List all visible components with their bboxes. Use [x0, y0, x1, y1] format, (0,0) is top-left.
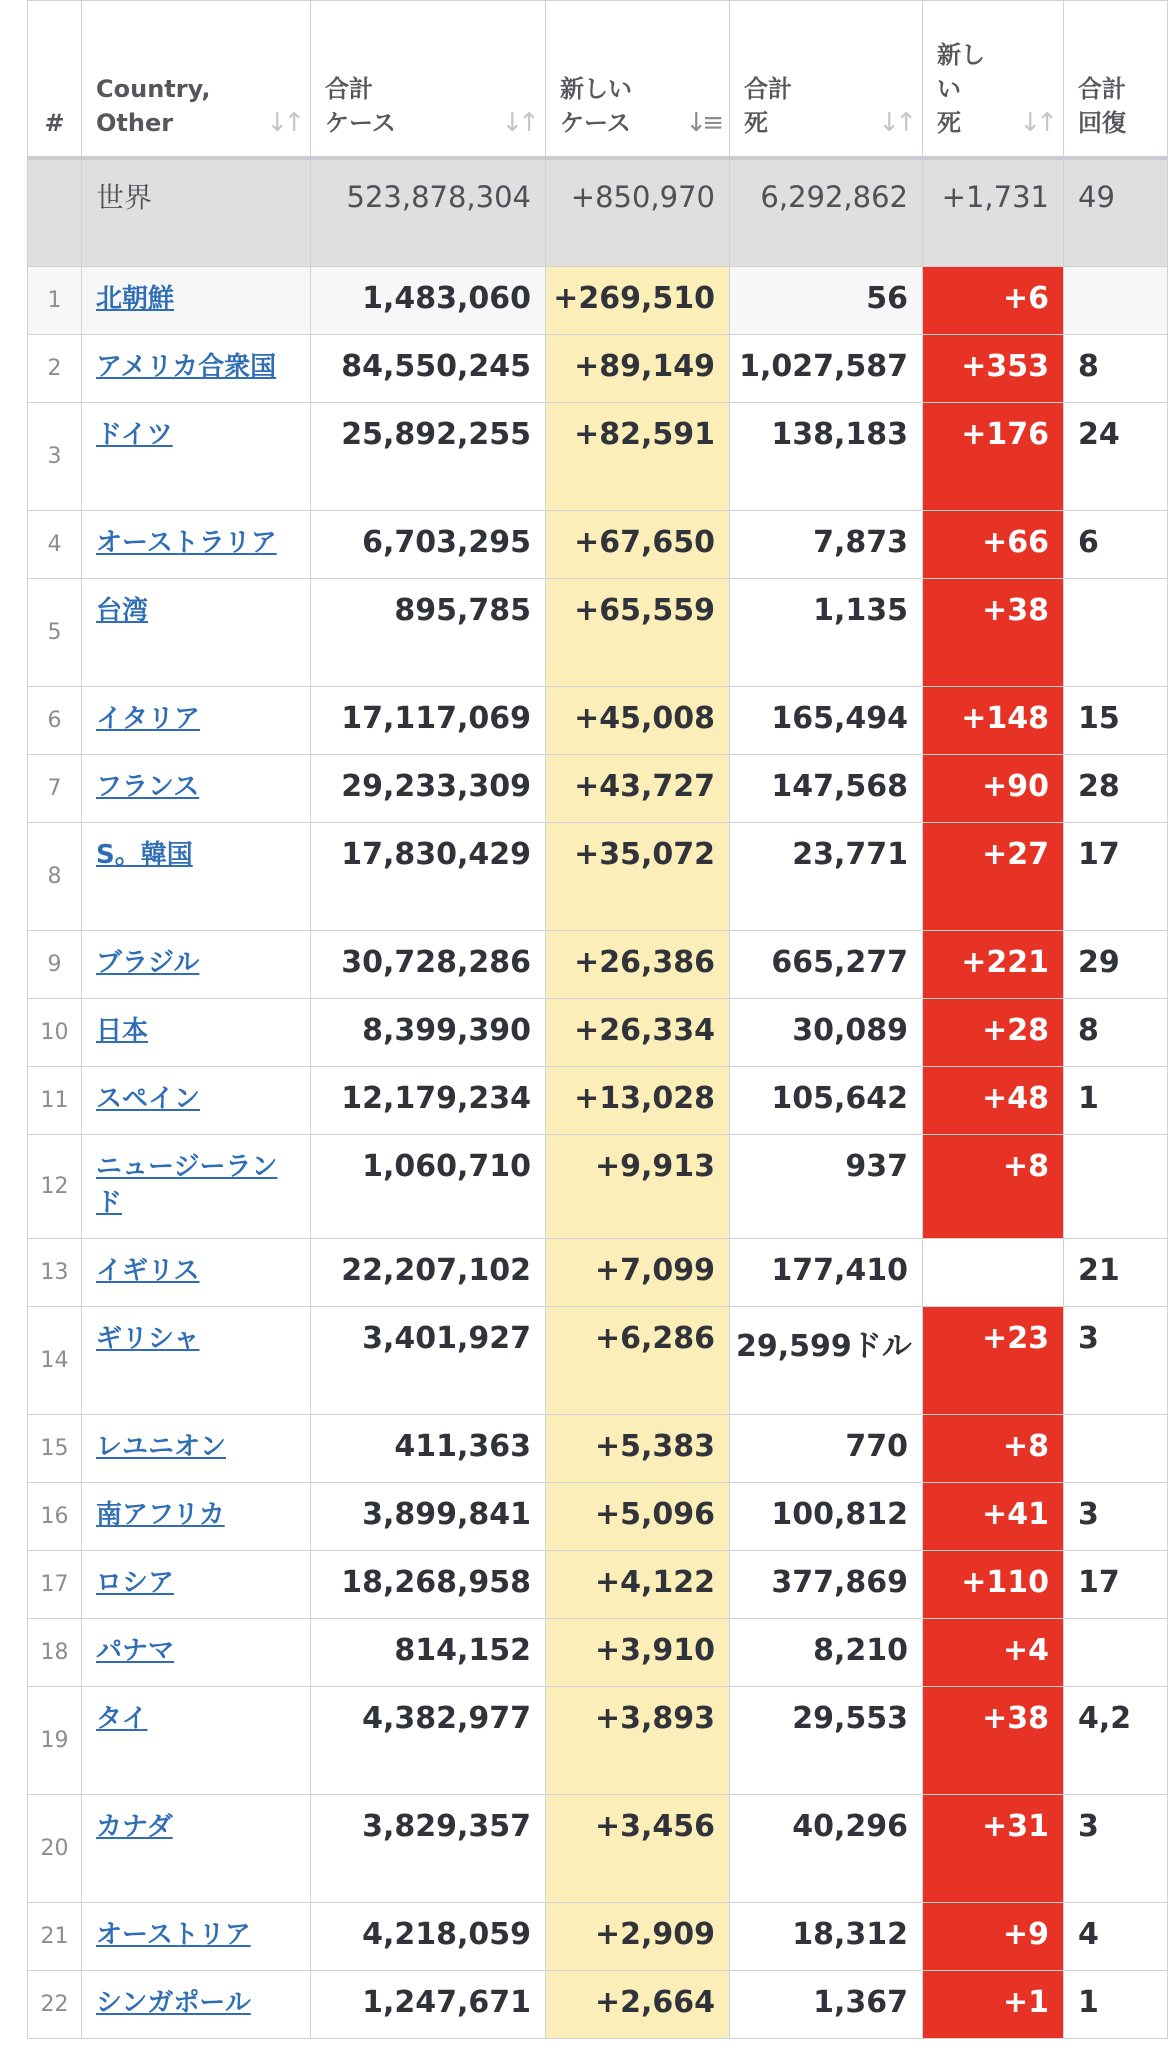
- recovered-cell: 3: [1064, 1483, 1168, 1551]
- world-row: [28, 158, 1168, 267]
- header-country[interactable]: [82, 1, 311, 158]
- new-deaths-cell: +148: [923, 687, 1064, 755]
- table-row: [28, 1619, 1168, 1687]
- table-row: [28, 267, 1168, 335]
- country-link[interactable]: イタリア: [96, 704, 201, 734]
- country-cell: [82, 999, 311, 1067]
- total-deaths-cell: 30,089: [730, 999, 923, 1067]
- new-cases-cell: +2,909: [546, 1903, 730, 1971]
- total-deaths-cell: 177,410: [730, 1239, 923, 1307]
- world-total-cases: 523,878,304: [311, 158, 546, 267]
- world-recovered: 49: [1064, 158, 1168, 267]
- total-deaths-cell: 1,135: [730, 579, 923, 687]
- recovered-cell: [1064, 267, 1168, 335]
- row-rank: 13: [28, 1239, 82, 1307]
- country-link[interactable]: 北朝鮮: [96, 284, 175, 314]
- total-deaths-cell: 105,642: [730, 1067, 923, 1135]
- row-rank: 20: [28, 1795, 82, 1903]
- table-row: [28, 1971, 1168, 2039]
- header-new-cases-label: 新しい ケース: [560, 74, 632, 137]
- country-link[interactable]: ブラジル: [96, 948, 200, 978]
- row-rank: 15: [28, 1415, 82, 1483]
- row-rank: 5: [28, 579, 82, 687]
- country-cell: [82, 1687, 311, 1795]
- country-link[interactable]: レユニオン: [96, 1432, 227, 1462]
- total-cases-cell: 1,483,060: [311, 267, 546, 335]
- new-deaths-cell: +8: [923, 1135, 1064, 1239]
- country-link[interactable]: パナマ: [96, 1636, 175, 1666]
- header-total-recovered[interactable]: [1064, 1, 1168, 158]
- country-cell: [82, 579, 311, 687]
- country-link[interactable]: S。韓国: [96, 840, 193, 870]
- world-new-cases: +850,970: [546, 158, 730, 267]
- total-deaths-cell: 770: [730, 1415, 923, 1483]
- table-row: [28, 999, 1168, 1067]
- total-cases-cell: 17,830,429: [311, 823, 546, 931]
- recovered-cell: 3: [1064, 1307, 1168, 1415]
- row-rank: 10: [28, 999, 82, 1067]
- row-rank: 6: [28, 687, 82, 755]
- header-total-recovered-label: 合計 回復: [1078, 74, 1126, 137]
- total-cases-cell: 3,899,841: [311, 1483, 546, 1551]
- table-row: [28, 823, 1168, 931]
- recovered-cell: [1064, 1135, 1168, 1239]
- table-row: [28, 1483, 1168, 1551]
- recovered-cell: 21: [1064, 1239, 1168, 1307]
- new-deaths-cell: +176: [923, 403, 1064, 511]
- new-cases-cell: +26,334: [546, 999, 730, 1067]
- row-rank: 2: [28, 335, 82, 403]
- new-deaths-cell: +41: [923, 1483, 1064, 1551]
- country-link[interactable]: 南アフリカ: [96, 1500, 225, 1530]
- recovered-cell: 24: [1064, 403, 1168, 511]
- row-rank: 7: [28, 755, 82, 823]
- new-deaths-cell: +9: [923, 1903, 1064, 1971]
- new-cases-cell: +65,559: [546, 579, 730, 687]
- row-rank: 8: [28, 823, 82, 931]
- table-row: [28, 579, 1168, 687]
- table-row: [28, 1551, 1168, 1619]
- new-cases-cell: +45,008: [546, 687, 730, 755]
- table-row: [28, 755, 1168, 823]
- new-deaths-cell: +31: [923, 1795, 1064, 1903]
- country-cell: [82, 511, 311, 579]
- country-link[interactable]: カナダ: [96, 1812, 173, 1842]
- sort-icon[interactable]: ↓↑: [266, 107, 300, 138]
- new-deaths-cell: +221: [923, 931, 1064, 999]
- country-cell: [82, 1307, 311, 1415]
- recovered-cell: [1064, 1619, 1168, 1687]
- new-deaths-cell: [923, 1239, 1064, 1307]
- country-link[interactable]: オーストリア: [96, 1920, 251, 1950]
- new-cases-cell: +2,664: [546, 1971, 730, 2039]
- total-deaths-cell: 40,296: [730, 1795, 923, 1903]
- new-cases-cell: +3,910: [546, 1619, 730, 1687]
- new-cases-cell: +5,096: [546, 1483, 730, 1551]
- new-deaths-cell: +110: [923, 1551, 1064, 1619]
- new-cases-cell: +269,510: [546, 267, 730, 335]
- table-row: [28, 335, 1168, 403]
- total-deaths-cell: 23,771: [730, 823, 923, 931]
- row-rank: 21: [28, 1903, 82, 1971]
- total-deaths-cell: 100,812: [730, 1483, 923, 1551]
- recovered-cell: 8: [1064, 335, 1168, 403]
- country-cell: [82, 1903, 311, 1971]
- new-cases-cell: +89,149: [546, 335, 730, 403]
- total-cases-cell: 411,363: [311, 1415, 546, 1483]
- total-cases-cell: 4,382,977: [311, 1687, 546, 1795]
- table-row: [28, 687, 1168, 755]
- country-link[interactable]: オーストラリア: [96, 528, 277, 558]
- new-cases-cell: +9,913: [546, 1135, 730, 1239]
- recovered-cell: 3: [1064, 1795, 1168, 1903]
- country-cell: [82, 1239, 311, 1307]
- total-cases-cell: 3,829,357: [311, 1795, 546, 1903]
- table-row: [28, 1903, 1168, 1971]
- total-deaths-cell: 165,494: [730, 687, 923, 755]
- new-cases-cell: +3,456: [546, 1795, 730, 1903]
- country-link[interactable]: タイ: [96, 1704, 148, 1734]
- new-deaths-cell: +38: [923, 579, 1064, 687]
- country-cell: [82, 1971, 311, 2039]
- header-total-cases[interactable]: [311, 1, 546, 158]
- new-deaths-cell: +28: [923, 999, 1064, 1067]
- table-row: [28, 511, 1168, 579]
- header-total-deaths-label: 合計 死: [744, 74, 792, 137]
- table-row: [28, 1687, 1168, 1795]
- total-cases-cell: 4,218,059: [311, 1903, 546, 1971]
- country-link[interactable]: ロシア: [96, 1568, 175, 1598]
- sort-icon[interactable]: ↓↑: [1019, 107, 1053, 138]
- new-cases-cell: +4,122: [546, 1551, 730, 1619]
- header-new-cases[interactable]: [546, 1, 730, 158]
- table-row: [28, 403, 1168, 511]
- recovered-cell: 28: [1064, 755, 1168, 823]
- new-deaths-cell: +23: [923, 1307, 1064, 1415]
- country-cell: [82, 823, 311, 931]
- new-deaths-cell: +8: [923, 1415, 1064, 1483]
- country-cell: [82, 1483, 311, 1551]
- new-deaths-cell: +4: [923, 1619, 1064, 1687]
- total-deaths-cell: 138,183: [730, 403, 923, 511]
- country-cell: [82, 1415, 311, 1483]
- country-link[interactable]: ギリシャ: [96, 1324, 200, 1354]
- sort-icon[interactable]: ↓↑: [501, 107, 535, 138]
- recovered-cell: 1: [1064, 1971, 1168, 2039]
- recovered-cell: 17: [1064, 1551, 1168, 1619]
- recovered-cell: 17: [1064, 823, 1168, 931]
- row-rank: 17: [28, 1551, 82, 1619]
- new-cases-cell: +67,650: [546, 511, 730, 579]
- total-cases-cell: 22,207,102: [311, 1239, 546, 1307]
- country-cell: [82, 931, 311, 999]
- header-total-deaths[interactable]: [730, 1, 923, 158]
- country-cell: [82, 1619, 311, 1687]
- total-cases-cell: 30,728,286: [311, 931, 546, 999]
- table-body: [28, 158, 1168, 2039]
- country-link[interactable]: アメリカ合衆国: [96, 352, 277, 382]
- recovered-cell: 29: [1064, 931, 1168, 999]
- total-cases-cell: 1,060,710: [311, 1135, 546, 1239]
- new-deaths-cell: +353: [923, 335, 1064, 403]
- total-deaths-cell: 1,367: [730, 1971, 923, 2039]
- new-deaths-cell: +1: [923, 1971, 1064, 2039]
- new-cases-cell: +6,286: [546, 1307, 730, 1415]
- new-deaths-cell: +38: [923, 1687, 1064, 1795]
- table-row: [28, 1795, 1168, 1903]
- country-link[interactable]: ドイツ: [96, 420, 173, 450]
- total-deaths-cell: 7,873: [730, 511, 923, 579]
- total-cases-cell: 25,892,255: [311, 403, 546, 511]
- recovered-cell: [1064, 579, 1168, 687]
- header-new-deaths[interactable]: [923, 1, 1064, 158]
- table-row: [28, 1239, 1168, 1307]
- total-cases-cell: 1,247,671: [311, 1971, 546, 2039]
- row-rank: 14: [28, 1307, 82, 1415]
- row-rank: 16: [28, 1483, 82, 1551]
- new-cases-cell: +26,386: [546, 931, 730, 999]
- total-cases-cell: 6,703,295: [311, 511, 546, 579]
- table-row: [28, 1135, 1168, 1239]
- country-link[interactable]: 日本: [96, 1016, 149, 1046]
- sort-icon[interactable]: ↓↑: [878, 107, 912, 138]
- total-deaths-cell: 29,553: [730, 1687, 923, 1795]
- country-cell: [82, 1551, 311, 1619]
- total-deaths-cell: 56: [730, 267, 923, 335]
- recovered-cell: 6: [1064, 511, 1168, 579]
- table-row: [28, 1415, 1168, 1483]
- country-link[interactable]: イギリス: [96, 1256, 200, 1286]
- country-cell: [82, 1067, 311, 1135]
- country-cell: [82, 755, 311, 823]
- recovered-cell: 4: [1064, 1903, 1168, 1971]
- new-cases-cell: +13,028: [546, 1067, 730, 1135]
- country-cell: [82, 267, 311, 335]
- row-rank: 22: [28, 1971, 82, 2039]
- total-cases-cell: 17,117,069: [311, 687, 546, 755]
- table-row: [28, 1067, 1168, 1135]
- header-total-cases-label: 合計 ケース: [325, 74, 396, 137]
- header-rank[interactable]: #: [28, 1, 82, 158]
- new-cases-cell: +7,099: [546, 1239, 730, 1307]
- new-cases-cell: +43,727: [546, 755, 730, 823]
- country-cell: [82, 1795, 311, 1903]
- row-rank: 9: [28, 931, 82, 999]
- recovered-cell: [1064, 1415, 1168, 1483]
- countries-table: [27, 0, 1168, 2039]
- total-cases-cell: 12,179,234: [311, 1067, 546, 1135]
- total-cases-cell: 3,401,927: [311, 1307, 546, 1415]
- total-deaths-cell: 377,869: [730, 1551, 923, 1619]
- new-cases-cell: +35,072: [546, 823, 730, 931]
- total-cases-cell: 814,152: [311, 1619, 546, 1687]
- new-deaths-cell: +90: [923, 755, 1064, 823]
- country-link[interactable]: スペイン: [96, 1084, 201, 1114]
- new-deaths-cell: +66: [923, 511, 1064, 579]
- new-deaths-cell: +27: [923, 823, 1064, 931]
- total-cases-cell: 29,233,309: [311, 755, 546, 823]
- total-deaths-cell: 1,027,587: [730, 335, 923, 403]
- total-deaths-cell: 665,277: [730, 931, 923, 999]
- country-link[interactable]: 台湾: [96, 596, 149, 626]
- new-cases-cell: +5,383: [546, 1415, 730, 1483]
- total-deaths-cell: 18,312: [730, 1903, 923, 1971]
- new-deaths-cell: +6: [923, 267, 1064, 335]
- row-rank: 12: [28, 1135, 82, 1239]
- header-country-label: Country, Other: [96, 74, 211, 137]
- table-row: [28, 931, 1168, 999]
- table-row: [28, 1307, 1168, 1415]
- row-rank: 18: [28, 1619, 82, 1687]
- recovered-cell: 1: [1064, 1067, 1168, 1135]
- row-rank: 11: [28, 1067, 82, 1135]
- recovered-cell: 8: [1064, 999, 1168, 1067]
- country-cell: [82, 1135, 311, 1239]
- total-cases-cell: 895,785: [311, 579, 546, 687]
- country-link[interactable]: ニュージーランド: [96, 1152, 278, 1218]
- country-link[interactable]: シンガポール: [96, 1988, 251, 2018]
- header-new-deaths-label: 新し い 死: [937, 40, 985, 137]
- new-cases-cell: +82,591: [546, 403, 730, 511]
- country-cell: [82, 403, 311, 511]
- recovered-cell: 4,2: [1064, 1687, 1168, 1795]
- world-new-deaths: +1,731: [923, 158, 1064, 267]
- total-cases-cell: 8,399,390: [311, 999, 546, 1067]
- row-rank: 1: [28, 267, 82, 335]
- row-rank: 4: [28, 511, 82, 579]
- world-name: 世界: [82, 158, 311, 267]
- header-row: [28, 1, 1168, 158]
- world-rank: [28, 158, 82, 267]
- total-deaths-cell: 29,599ドル: [730, 1307, 923, 1415]
- total-cases-cell: 18,268,958: [311, 1551, 546, 1619]
- new-cases-cell: +3,893: [546, 1687, 730, 1795]
- new-deaths-cell: +48: [923, 1067, 1064, 1135]
- country-cell: [82, 687, 311, 755]
- country-link[interactable]: フランス: [96, 772, 200, 802]
- total-cases-cell: 84,550,245: [311, 335, 546, 403]
- total-deaths-cell: 8,210: [730, 1619, 923, 1687]
- recovered-cell: 15: [1064, 687, 1168, 755]
- total-deaths-cell: 937: [730, 1135, 923, 1239]
- row-rank: 19: [28, 1687, 82, 1795]
- total-deaths-cell: 147,568: [730, 755, 923, 823]
- world-total-deaths: 6,292,862: [730, 158, 923, 267]
- row-rank: 3: [28, 403, 82, 511]
- sort-desc-icon[interactable]: ↓≡: [685, 107, 719, 138]
- country-cell: [82, 335, 311, 403]
